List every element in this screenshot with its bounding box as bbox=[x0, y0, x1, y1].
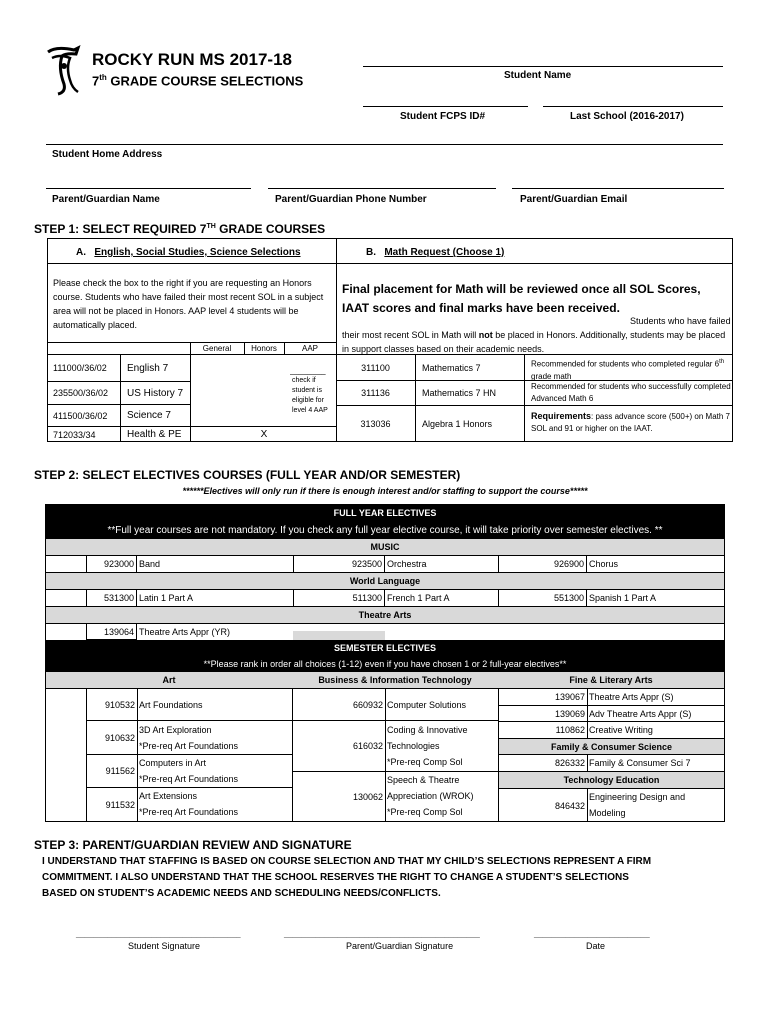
elective-code: 910532 bbox=[104, 699, 135, 710]
student-signature-line[interactable]: _____________________________________ bbox=[76, 929, 241, 938]
math-note: Recommended for students who successfully completed Advanced Math 6 bbox=[531, 382, 731, 403]
school-logo bbox=[44, 44, 84, 98]
full-year-title: FULL YEAR ELECTIVES bbox=[46, 505, 724, 521]
elective-code: 926900 bbox=[498, 555, 587, 573]
elective-name: Computers in Art bbox=[139, 758, 207, 768]
art-header: Art bbox=[46, 672, 292, 688]
parent-name-label: Parent/Guardian Name bbox=[52, 194, 160, 205]
elective-code: 616032 bbox=[352, 741, 383, 751]
full-year-note: **Full year courses are not mandatory. If you check any full year elective course, it will take priority over semester electives. ** bbox=[46, 521, 724, 539]
elective-name: Modeling bbox=[589, 808, 626, 818]
col-aap: AAP bbox=[301, 343, 318, 353]
fcps-id-label: Student FCPS ID# bbox=[400, 111, 486, 122]
page-title: ROCKY RUN MS 2017-18 bbox=[92, 50, 292, 69]
semester-note: **Please rank in order all choices (1-12) even if you have chosen 1 or 2 full-year electives** bbox=[46, 656, 724, 672]
parent-phone-label: Parent/Guardian Phone Number bbox=[275, 194, 427, 205]
elective-prereq: *Pre-req Art Foundations bbox=[139, 774, 239, 784]
math-name: Algebra 1 Honors bbox=[422, 419, 493, 429]
elective-name: Art Foundations bbox=[139, 699, 203, 710]
theatre-arts-header: Theatre Arts bbox=[46, 607, 724, 623]
elective-name: Computer Solutions bbox=[387, 699, 467, 710]
world-language-header: World Language bbox=[46, 573, 724, 589]
elective-code: 531300 bbox=[86, 589, 137, 607]
date-label: Date bbox=[586, 941, 606, 951]
elective-code: 660932 bbox=[352, 699, 383, 710]
last-school-label: Last School (2016-2017) bbox=[570, 111, 684, 122]
elective-name: Family & Consumer Sci 7 bbox=[589, 758, 691, 768]
elective-name: Art Extensions bbox=[139, 791, 198, 801]
math-note: Recommended for students who completed regular 6th grade math bbox=[531, 359, 725, 381]
student-name-label: Student Name bbox=[504, 70, 572, 81]
parent-signature-label: Parent/Guardian Signature bbox=[346, 941, 454, 951]
elective-name: French 1 Part A bbox=[387, 593, 450, 603]
course-code: 235500/36/02 bbox=[53, 388, 109, 398]
aap-note: check if student is eligible for level 4 AAP bbox=[292, 377, 328, 414]
fcs-header: Family & Consumer Science bbox=[499, 739, 724, 754]
elective-name: Engineering Design and bbox=[589, 792, 686, 802]
step2-subnote: ******Electives will only run if there is enough interest and/or staffing to support the course***** bbox=[182, 486, 588, 496]
step3-heading: STEP 3: PARENT/GUARDIAN REVIEW AND SIGNATURE bbox=[34, 838, 352, 852]
student-signature-label: Student Signature bbox=[128, 941, 201, 951]
elective-prereq: *Pre-req Art Foundations bbox=[139, 807, 239, 817]
honors-instructions: Please check the box to the right if you are requesting an Honors course. Students who have failed their most recent SOL in a subject area will not be placed in Honors. AAP level 4 students will be automatically placed. bbox=[53, 278, 324, 330]
elective-code: 910632 bbox=[104, 732, 135, 743]
elective-name: Theatre Arts Appr (S) bbox=[589, 692, 674, 702]
elective-name: Band bbox=[139, 559, 161, 569]
music-header: MUSIC bbox=[46, 539, 724, 555]
elective-name: Adv Theatre Arts Appr (S) bbox=[589, 708, 692, 719]
elective-code: 139064 bbox=[86, 623, 137, 640]
elective-code: 923500 bbox=[293, 555, 385, 573]
math-note: Requirements: pass advance score (500+) on Math 7 SOL and 91 or higher on the IAAT. bbox=[531, 411, 730, 433]
elective-code: 139069 bbox=[554, 708, 585, 719]
commitment-statement-2: COMMITMENT. I ALSO UNDERSTAND THAT THE SCHOOL RESERVES THE RIGHT TO CHANGE A STUDENT’S SELECTIONS bbox=[42, 872, 629, 883]
date-line[interactable]: __________________________ bbox=[534, 929, 650, 938]
section-b-title: B. Math Request (Choose 1) bbox=[366, 247, 505, 258]
elective-code: 110862 bbox=[555, 725, 585, 735]
home-address-label: Student Home Address bbox=[52, 149, 163, 160]
elective-name: Speech & Theatre bbox=[387, 775, 460, 785]
elective-prereq: *Pre-req Art Foundations bbox=[139, 741, 239, 751]
elective-name: Spanish 1 Part A bbox=[589, 593, 657, 603]
elective-name: Appreciation (WROK) bbox=[387, 791, 474, 801]
elective-prereq: *Pre-req Comp Sol bbox=[387, 807, 463, 817]
step2-heading: STEP 2: SELECT ELECTIVES COURSES (FULL YEAR AND/OR SEMESTER) bbox=[34, 468, 461, 482]
course-name: Science 7 bbox=[127, 410, 171, 421]
course-name: US History 7 bbox=[127, 387, 184, 399]
course-name: English 7 bbox=[127, 362, 169, 374]
elective-code: 911562 bbox=[105, 766, 135, 776]
math-placement-detail: Students who have failed their most recent SOL in Math will not be placed in Honors. Additionally, students may be placed in support classes based on their academic needs. bbox=[342, 316, 731, 354]
elective-name: Coding & Innovative bbox=[387, 725, 468, 735]
math-name: Mathematics 7 HN bbox=[422, 388, 497, 398]
math-code: 311136 bbox=[361, 388, 390, 398]
course-code: 411500/36/02 bbox=[53, 410, 108, 421]
page-subtitle: 7th GRADE COURSE SELECTIONS bbox=[92, 73, 304, 89]
elective-name: Theatre Arts Appr (YR) bbox=[139, 626, 231, 637]
course-name: Health & PE bbox=[127, 429, 182, 440]
section-a-title: A. English, Social Studies, Science Selections bbox=[76, 247, 301, 258]
math-code: 313036 bbox=[360, 419, 391, 429]
math-name: Mathematics 7 bbox=[422, 362, 481, 373]
col-honors: Honors bbox=[251, 343, 277, 353]
elective-prereq: *Pre-req Comp Sol bbox=[387, 757, 463, 767]
elective-code: 511300 bbox=[293, 589, 385, 607]
elective-name: Orchestra bbox=[387, 559, 427, 569]
fine-arts-header: Fine & Literary Arts bbox=[498, 672, 724, 688]
commitment-statement-1: I UNDERSTAND THAT STAFFING IS BASED ON COURSE SELECTION AND THAT MY CHILD’S SELECTIONS REPRESENT A FIRM bbox=[42, 856, 652, 867]
elective-code: 911532 bbox=[105, 800, 135, 810]
elective-code: 923000 bbox=[86, 555, 137, 573]
elective-code: 826332 bbox=[554, 758, 585, 768]
tech-header: Technology Education bbox=[499, 772, 724, 788]
commitment-statement-3: BASED ON STUDENT’S ACADEMIC NEEDS AND SCHEDULING NEEDS/CONFLICTS. bbox=[42, 888, 441, 899]
elective-name: 3D Art Exploration bbox=[139, 725, 212, 735]
course-code: 111000/36/02 bbox=[53, 363, 107, 373]
course-code: 712033/34 bbox=[53, 429, 96, 440]
elective-code: 139067 bbox=[554, 692, 585, 702]
step1-heading: STEP 1: SELECT REQUIRED 7TH GRADE COURSES bbox=[34, 222, 326, 236]
col-general: General bbox=[202, 343, 232, 353]
elective-name: Technologies bbox=[387, 741, 440, 751]
health-pe-mark: X bbox=[260, 429, 268, 440]
parent-email-label: Parent/Guardian Email bbox=[520, 194, 628, 205]
math-code: 311100 bbox=[361, 362, 390, 373]
elective-code: 846432 bbox=[554, 800, 585, 811]
elective-code: 551300 bbox=[498, 589, 587, 607]
elective-name: Creative Writing bbox=[589, 725, 653, 735]
semester-title: SEMESTER ELECTIVES bbox=[46, 640, 724, 656]
elective-name: Latin 1 Part A bbox=[139, 593, 194, 603]
math-placement-note: Final placement for Math will be reviewed once all SOL Scores, IAAT scores and final marks have been received. bbox=[342, 282, 701, 315]
elective-name: Chorus bbox=[589, 559, 619, 569]
parent-signature-line[interactable]: ____________________________________________ bbox=[284, 929, 480, 938]
elective-code: 130062 bbox=[352, 792, 383, 802]
aap-checkbox-line[interactable]: ________ bbox=[290, 365, 326, 375]
bit-header: Business & Information Technology bbox=[292, 672, 498, 688]
